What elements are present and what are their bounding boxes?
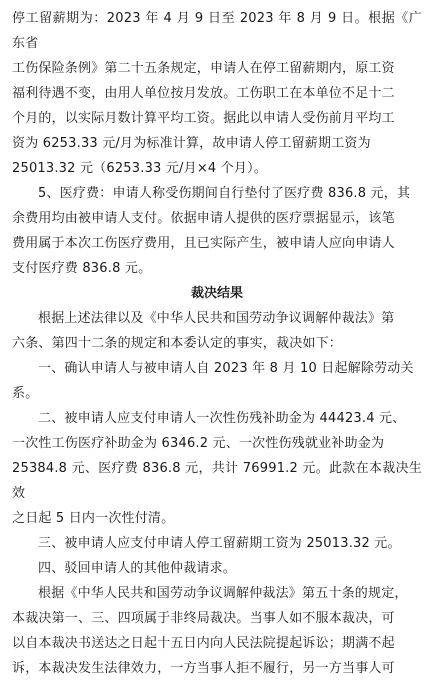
ruling-item-2: 二、被申请人应支付申请人一次性伤残补助金为 44423.4 元、 <box>38 411 406 426</box>
text-line: 系。 <box>12 386 39 401</box>
text-line: 之日起 5 日内一次性付清。 <box>12 511 175 526</box>
text-line: 资为 6253.33 元/月为标准计算，故申请人停工留薪期工资为 <box>12 136 371 151</box>
text-line: 支付医疗费 836.8 元。 <box>12 261 152 276</box>
ruling-item-1: 一、确认申请人与被申请人自 2023 年 8 月 10 日起解除劳动关 <box>38 361 414 376</box>
appeal-paragraph: 根据《中华人民共和国劳动争议调解仲裁法》第五十条的规定， <box>38 586 408 601</box>
text-line: 工伤保险条例》第二十五条规定，申请人在停工留薪期内，原工资 <box>12 61 395 76</box>
medical-fee-paragraph: 5、医疗费：申请人称受伤期间自行垫付了医疗费 836.8 元，其 <box>38 186 411 201</box>
text-line: 一次性工伤医疗补助金为 6346.2 元、一次性伤残就业补助金为 <box>12 436 385 451</box>
text-line: 余费用均由被申请人支付。依据申请人提供的医疗票据显示，该笔 <box>12 211 395 226</box>
text-line: 个月的，以实际月数计算平均工资。据此以申请人受伤前月平均工 <box>12 111 395 126</box>
text-line: 以自本裁决书送达之日起十五日内向人民法院提起诉讼；期满不起 <box>12 636 395 651</box>
text-line: 停工留薪期为：2023 年 4 月 9 日至 2023 年 8 月 9 日。根据《广东省 <box>12 11 422 51</box>
text-line: 25013.32 元（6253.33 元/月×4 个月）。 <box>12 161 268 176</box>
ruling-item-4: 四、驳回申请人的其他仲裁请求。 <box>38 561 237 576</box>
ruling-item-3: 三、被申请人应支付申请人停工留薪期工资为 25013.32 元。 <box>38 536 401 551</box>
text-line: 25384.8 元、医疗费 836.8 元，共计 76991.2 元。此款在本裁决生效 <box>12 461 422 501</box>
text-line: 费用属于本次工伤医疗费用，且已实际产生，被申请人应向申请人 <box>12 236 395 251</box>
section-title: 裁决结果 <box>190 286 243 301</box>
text-line: 六条、第四十二条的规定和本委认定的事实，裁决如下： <box>12 336 343 351</box>
text-line: 本裁决第一、三、四项属于非终局裁决。当事人如不服本裁决，可 <box>12 611 395 626</box>
text-line: 诉，本裁决发生法律效力，一方当事人拒不履行，另一方当事人可 <box>12 661 395 676</box>
text-line: 福利待遇不变，由用人单位按月发放。工伤职工在本单位不足十二 <box>12 86 395 101</box>
ruling-intro: 根据上述法律以及《中华人民共和国劳动争议调解仲裁法》第 <box>38 311 395 326</box>
